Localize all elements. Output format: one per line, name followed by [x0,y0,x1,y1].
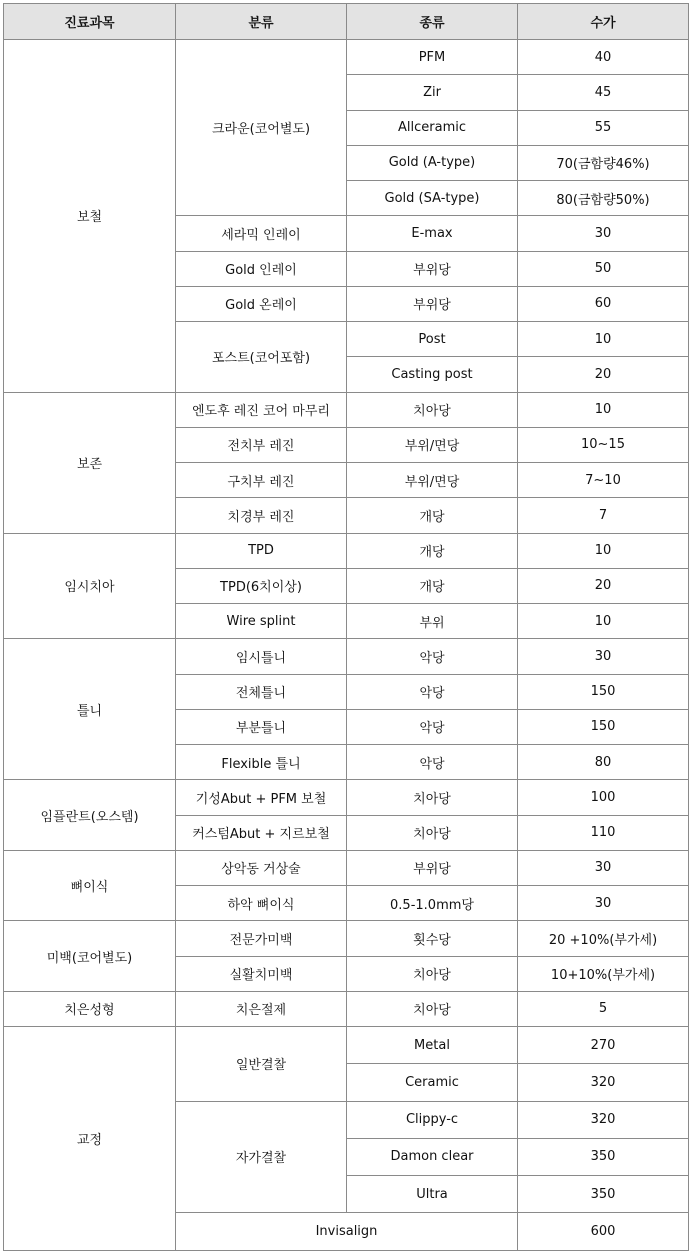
fee-cell: 70(금함량46%) [518,145,689,180]
category-cell: 치경부 레진 [176,498,347,533]
kind-cell: Ultra [347,1176,518,1213]
fee-cell: 40 [518,40,689,75]
fee-cell: 10 [518,604,689,639]
header-subject: 진료과목 [4,4,176,40]
fee-cell: 50 [518,251,689,286]
kind-cell: 개당 [347,568,518,603]
header-category: 분류 [176,4,347,40]
category-cell: 전체틀니 [176,674,347,709]
subject-cell: 틀니 [4,639,176,780]
fee-cell: 270 [518,1027,689,1064]
category-cell: 하악 뼈이식 [176,886,347,921]
category-cell: Gold 온레이 [176,286,347,321]
kind-cell: 횟수당 [347,921,518,956]
header-row [4,4,689,40]
category-cell: 기성Abut + PFM 보철 [176,780,347,815]
subject-cell: 치은성형 [4,991,176,1026]
category-cell: 자가결찰 [176,1101,347,1213]
fee-cell: 10~15 [518,427,689,462]
kind-cell: 개당 [347,498,518,533]
kind-cell: Casting post [347,357,518,392]
kind-cell: Post [347,322,518,357]
kind-cell: 부위 [347,604,518,639]
category-cell: 일반결찰 [176,1027,347,1102]
category-cell: 포스트(코어포함) [176,322,347,393]
kind-cell: Gold (SA-type) [347,181,518,216]
fee-cell: 150 [518,674,689,709]
kind-cell: 부위당 [347,251,518,286]
kind-cell: 부위/면당 [347,463,518,498]
table-row [4,533,689,568]
fee-cell: 30 [518,639,689,674]
table-row [4,639,689,674]
fee-cell: 350 [518,1176,689,1213]
subject-cell: 미백(코어별도) [4,921,176,992]
fee-cell: 10 [518,392,689,427]
table-row [4,991,689,1026]
fee-cell: 20 +10%(부가세) [518,921,689,956]
fee-cell: 20 [518,568,689,603]
kind-cell: Metal [347,1027,518,1064]
category-cell: 치은절제 [176,991,347,1026]
table-row [4,921,689,956]
kind-cell: 치아당 [347,392,518,427]
kind-cell: Damon clear [347,1138,518,1175]
category-cell: 상악동 거상술 [176,850,347,885]
category-cell: 구치부 레진 [176,463,347,498]
subject-cell: 임플란트(오스템) [4,780,176,851]
kind-cell: 부위당 [347,850,518,885]
kind-cell: 치아당 [347,815,518,850]
category-cell: 세라믹 인레이 [176,216,347,251]
category-cell: 엔도후 레진 코어 마무리 [176,392,347,427]
kind-cell: 악당 [347,674,518,709]
kind-cell: 치아당 [347,956,518,991]
table-row [4,1027,689,1064]
fee-cell: 80 [518,745,689,780]
fee-cell: 10 [518,533,689,568]
kind-cell: 0.5-1.0mm당 [347,886,518,921]
category-cell: 부분틀니 [176,709,347,744]
table-row [4,40,689,75]
fee-cell: 45 [518,75,689,110]
kind-cell: Zir [347,75,518,110]
kind-cell: E-max [347,216,518,251]
kind-cell: 치아당 [347,991,518,1026]
category-cell: Flexible 틀니 [176,745,347,780]
fee-cell: 100 [518,780,689,815]
fee-cell: 7 [518,498,689,533]
category-cell: 실활치미백 [176,956,347,991]
fee-table [3,3,689,1251]
category-cell: 전문가미백 [176,921,347,956]
kind-cell: 개당 [347,533,518,568]
subject-cell: 뼈이식 [4,850,176,921]
kind-cell: 악당 [347,709,518,744]
fee-cell: 320 [518,1064,689,1101]
fee-cell: 30 [518,850,689,885]
category-cell: 전치부 레진 [176,427,347,462]
category-cell: 커스텀Abut + 지르보철 [176,815,347,850]
kind-cell: Ceramic [347,1064,518,1101]
table-row [4,850,689,885]
table-row [4,780,689,815]
kind-cell: 부위당 [347,286,518,321]
fee-cell: 110 [518,815,689,850]
fee-cell: 150 [518,709,689,744]
fee-cell: 10+10%(부가세) [518,956,689,991]
category-cell: TPD [176,533,347,568]
table-row [4,392,689,427]
fee-cell: 80(금함량50%) [518,181,689,216]
subject-cell: 보존 [4,392,176,533]
fee-cell: 30 [518,886,689,921]
fee-cell: 10 [518,322,689,357]
header-fee: 수가 [518,4,689,40]
kind-cell: Gold (A-type) [347,145,518,180]
category-cell: Gold 인레이 [176,251,347,286]
fee-cell: 60 [518,286,689,321]
category-cell: 크라운(코어별도) [176,40,347,216]
kind-cell: 치아당 [347,780,518,815]
fee-cell: 20 [518,357,689,392]
fee-cell: 7~10 [518,463,689,498]
fee-cell: 600 [518,1213,689,1251]
fee-cell: 320 [518,1101,689,1138]
fee-cell: 55 [518,110,689,145]
subject-cell: 교정 [4,1027,176,1251]
category-cell: 임시틀니 [176,639,347,674]
kind-cell: Allceramic [347,110,518,145]
kind-cell: 악당 [347,639,518,674]
fee-cell: 30 [518,216,689,251]
category-cell: Invisalign [176,1213,518,1251]
fee-cell: 350 [518,1138,689,1175]
subject-cell: 임시치아 [4,533,176,639]
subject-cell: 보철 [4,40,176,393]
kind-cell: PFM [347,40,518,75]
kind-cell: 부위/면당 [347,427,518,462]
category-cell: TPD(6치이상) [176,568,347,603]
header-kind: 종류 [347,4,518,40]
fee-cell: 5 [518,991,689,1026]
kind-cell: 악당 [347,745,518,780]
category-cell: Wire splint [176,604,347,639]
kind-cell: Clippy-c [347,1101,518,1138]
